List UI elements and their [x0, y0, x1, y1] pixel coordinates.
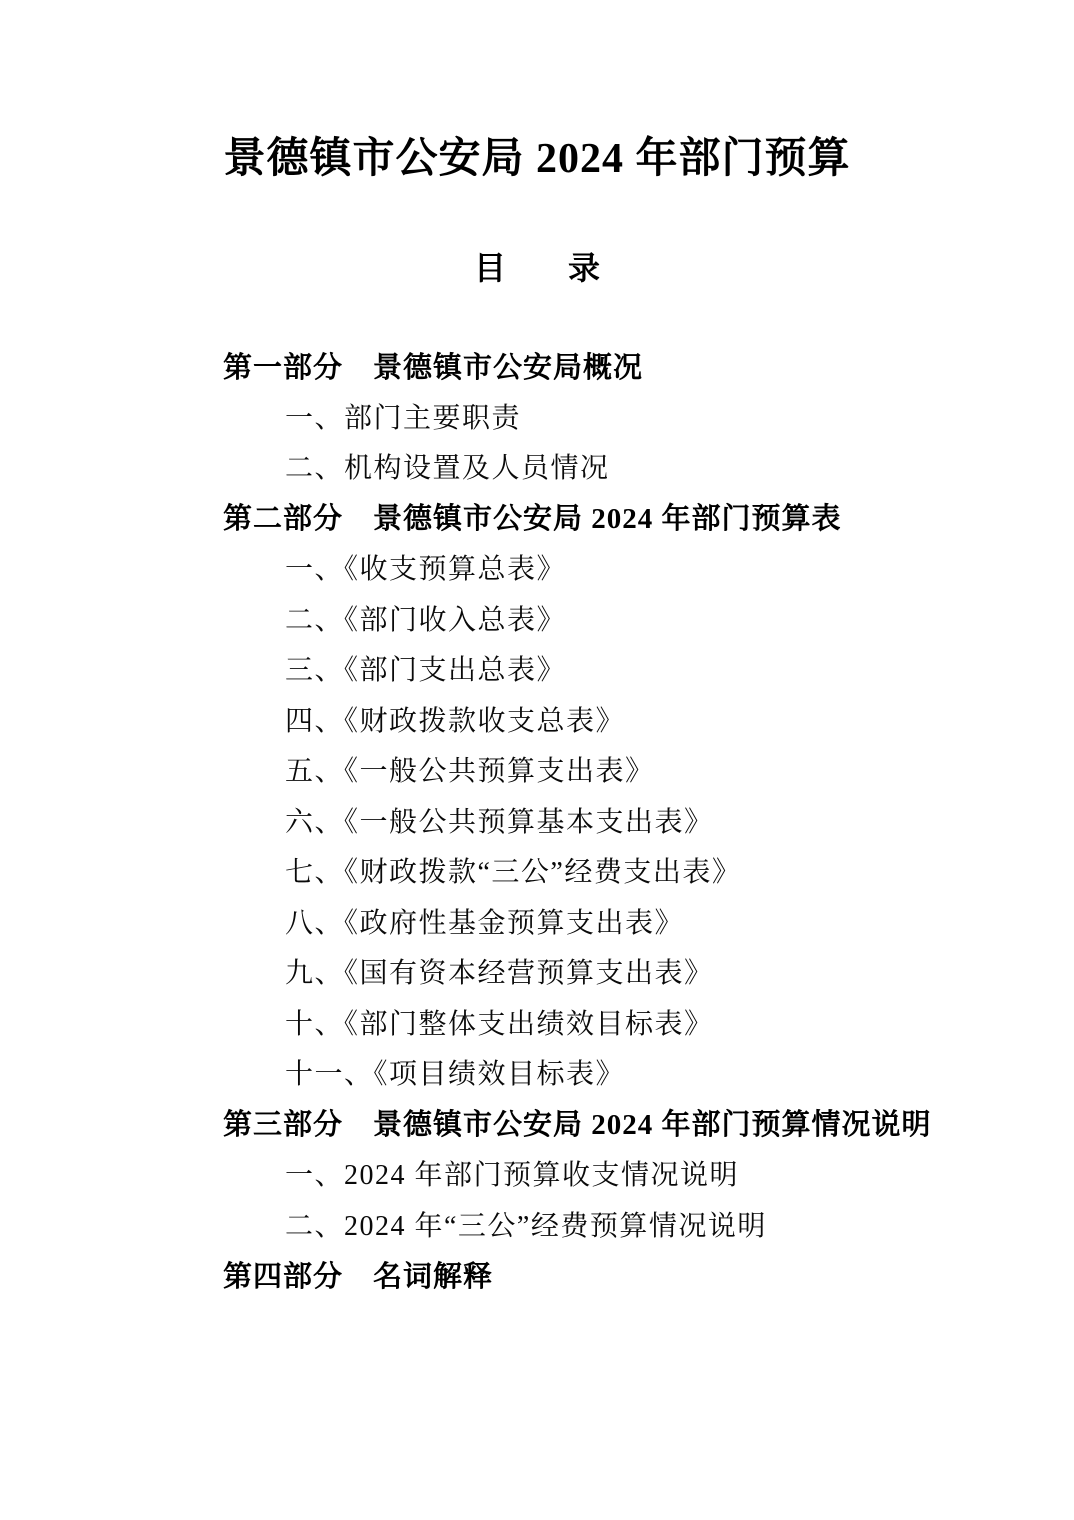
toc-section-heading-part4 [0, 1249, 1074, 1300]
part-heading: 名词解释 [373, 1260, 494, 1293]
toc-item-text: 二、2024 年“三公”经费预算情况说明 [285, 1210, 767, 1242]
toc-section-heading-part1 [0, 340, 1074, 391]
toc-item [0, 845, 1074, 896]
part-heading: 景德镇市公安局概况 [373, 351, 644, 384]
document-title: 景德镇市公安局 2024 年部门预算 [223, 136, 851, 182]
part-label: 第三部分 [223, 1109, 344, 1142]
toc-item-text: 十、《部门整体支出绩效目标表》 [285, 1008, 714, 1040]
toc-item-text: 一、部门主要职责 [285, 402, 522, 434]
toc-item-text: 八、《政府性基金预算支出表》 [285, 907, 685, 939]
toc-item-text: 九、《国有资本经营预算支出表》 [285, 958, 714, 990]
part-label: 第一部分 [223, 351, 344, 384]
toc-item [0, 946, 1074, 997]
toc-item [0, 795, 1074, 846]
part-heading: 景德镇市公安局 2024 年部门预算表 [373, 503, 842, 536]
toc-item-text: 一、《收支预算总表》 [285, 554, 567, 586]
toc-item-text: 四、《财政拨款收支总表》 [285, 705, 626, 737]
part-label: 第四部分 [223, 1260, 344, 1293]
toc-heading-char-second: 录 [568, 250, 601, 286]
toc-item [0, 542, 1074, 593]
toc-item [0, 391, 1074, 442]
toc-item [0, 997, 1074, 1048]
toc-item [0, 1199, 1074, 1250]
toc-item-text: 六、《一般公共预算基本支出表》 [285, 806, 714, 838]
toc-item-text: 二、《部门收入总表》 [285, 604, 567, 636]
toc-item [0, 643, 1074, 694]
toc-heading-char-first: 目 [473, 250, 506, 286]
toc-item-text: 五、《一般公共预算支出表》 [285, 756, 655, 788]
part-heading: 景德镇市公安局 2024 年部门预算情况说明 [373, 1109, 932, 1142]
toc-item-text: 七、《财政拨款“三公”经费支出表》 [285, 857, 742, 889]
table-of-contents [0, 340, 1074, 1300]
toc-section-heading-part2 [0, 492, 1074, 543]
toc-item-text: 十一、《项目绩效目标表》 [285, 1059, 626, 1091]
toc-heading [0, 248, 1074, 288]
toc-item [0, 1047, 1074, 1098]
part-label: 第二部分 [223, 503, 344, 536]
toc-item [0, 1148, 1074, 1199]
toc-item [0, 694, 1074, 745]
toc-item [0, 896, 1074, 947]
toc-item-text: 二、机构设置及人员情况 [285, 453, 610, 485]
toc-item [0, 593, 1074, 644]
toc-item-text: 一、2024 年部门预算收支情况说明 [285, 1160, 740, 1192]
toc-item [0, 744, 1074, 795]
toc-item [0, 441, 1074, 492]
toc-section-heading-part3 [0, 1098, 1074, 1149]
toc-item-text: 三、《部门支出总表》 [285, 655, 567, 687]
